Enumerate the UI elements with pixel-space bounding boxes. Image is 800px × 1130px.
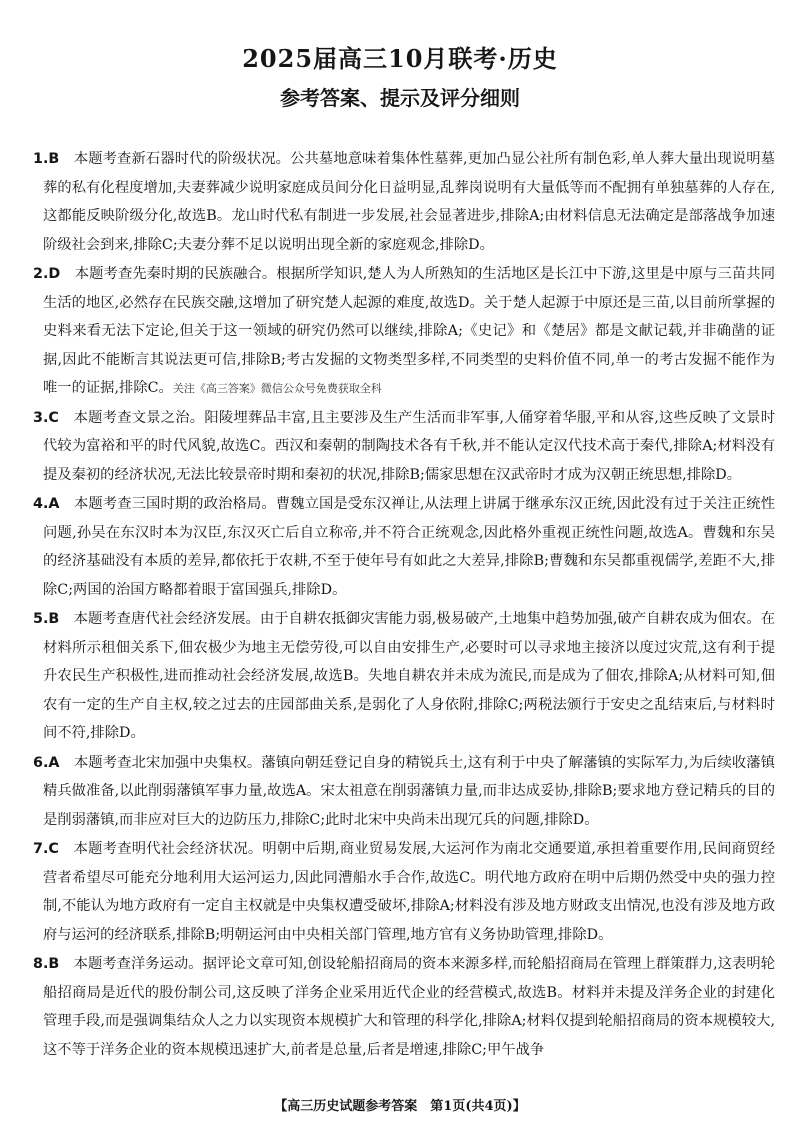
page-subtitle: 参考答案、提示及评分细则 [280,86,520,110]
page-title: 2025届高三10月联考·历史 [242,44,558,73]
answer-explanation: 本题考查先秦时期的民族融合。根据所学知识,楚人为人所熟知的生活地区是长江中下游,这里是中原与三苗共同生活的地区,必然存在民族交融,这增加了研究楚人起源的难度,故选D。关于楚人起源于中原还是三苗,以目前所掌握的史料来看无法下定论,但关于这一领域的研究仍然可以继续,排除A;《史记》和《楚居》都是文献记载,并非确凿的证据,因此不能断言其说法更可信,排除B;考古发掘的文物类型多样,不同类型的史料价值不同,单一的考古发掘不能作为唯一的证据,排除C。 [43,266,775,396]
answer-key: 7.C [33,841,59,857]
answer-key: 4.A [33,496,60,512]
answer-item-3 [33,404,775,491]
answer-explanation: 本题考查明代社会经济状况。明朝中后期,商业贸易发展,大运河作为南北交通要道,承担着重要作用,民间商贸经营者希望尽可能充分地利用大运河运力,因此同漕船水手合作,故选C。明代地方政府在明中后期仍然受中央的强力控制,不能认为地方政府有一定自主权就是中央集权遭受破坏,排除A;材料没有涉及地方财政支出情况,也没有涉及地方政府与运河的经济联系,排除B;明朝运河由中央相关部门管理,地方官有义务协助管理,排除D。 [43,841,775,943]
answer-explanation: 本题考查北宋加强中央集权。藩镇向朝廷登记自身的精锐兵士,这有利于中央了解藩镇的实际军力,为后续收藩镇精兵做准备,以此削弱藩镇军事力量,故选A。宋太祖意在削弱藩镇力量,而非达成妥协,排除B;要求地方登记精兵的目的是削弱藩镇,而非应对巨大的边防压力,排除C;此时北宋中央尚未出现冗兵的问题,排除D。 [43,754,775,828]
answer-key: 6.A [33,754,60,771]
answer-item-4 [33,490,775,605]
answer-key: 3.C [33,409,59,426]
answer-key: 1.B [33,151,60,167]
answer-key: 2.D [33,266,61,282]
answer-item-7 [33,835,775,950]
answer-item-1 [33,145,775,260]
answer-explanation: 本题考查洋务运动。据评论文章可知,创设轮船招商局的资本来源多样,而轮船招商局在管理上群策群力,这表明轮船招商局是近代的股份制公司,这反映了洋务企业采用近代企业的经营模式,故选B。材料并未提及洋务企业的封建化管理手段,而是强调集结众人之力以实现资本规模扩大和管理的科学化,排除A;材料仅提到轮船招商局的资本规模较大,这不等于洋务企业的资本规模迅速扩大,前者是总量,后者是增速,排除C;甲午战争 [43,956,775,1058]
answer-item-6 [33,749,775,836]
answer-explanation: 本题考查文景之治。阳陵埋葬品丰富,且主要涉及生产生活而非军事,人俑穿着华服,平和从容,这些反映了文景时代较为富裕和平的时代风貌,故选C。西汉和秦朝的制陶技术各有千秋,并不能认定汉代技术高于秦代,排除A;材料没有提及秦初的经济状况,无法比较景帝时期和秦初的状况,排除B;儒家思想在汉武帝时才成为汉朝正统思想,排除D。 [43,409,775,483]
answer-item-2 [33,260,775,404]
answer-item-8 [33,950,775,1065]
promo-note: 关注《高三答案》微信公众号免费获取全科 [172,382,382,395]
answer-item-5 [33,605,775,749]
answer-explanation: 本题考查新石器时代的阶级状况。公共墓地意味着集体性墓葬,更加凸显公社所有制色彩,单人葬大量出现说明墓葬的私有化程度增加,夫妻葬减少说明家庭成员间分化日益明显,乱葬岗说明有大量低等而不配拥有单独墓葬的人存在,这都能反映阶级分化,故选B。龙山时代私有制进一步发展,社会显著进步,排除A;由材料信息无法确定是部落战争加速阶级社会到来,排除C;夫妻分葬不足以说明出现全新的家庭观念,排除D。 [43,151,776,253]
answer-key: 8.B [33,956,60,972]
page-footer: 【高三历史试题参考答案 第1页(共4页)】 [274,1099,526,1114]
answer-list [33,145,775,1065]
answer-explanation: 本题考查唐代社会经济发展。由于自耕农抵御灾害能力弱,极易破产,土地集中趋势加强,破产自耕农成为佃农。在材料所示租佃关系下,佃农极少为地主无偿劳役,可以自由安排生产,必要时可以寻求地主接济以度过灾荒,这有利于提升农民生产积极性,进而推动社会经济发展,故选B。失地自耕农并未成为流民,而是成为了佃农,排除A;从材料可知,佃农有一定的生产自主权,较之过去的庄园部曲关系,是弱化了人身依附,排除C;两税法颁行于安史之乱结束后,与材料时间不符,排除D。 [43,611,775,741]
answer-key: 5.B [33,611,60,627]
answer-explanation: 本题考查三国时期的政治格局。曹魏立国是受东汉禅让,从法理上讲属于继承东汉正统,因此没有过于关注正统性问题,孙吴在东汉时本为汉臣,东汉灭亡后自立称帝,并不符合正统观念,因此格外重视正统性问题,故选A。曹魏和东吴的经济基础没有本质的差异,都依托于农耕,不至于使年号有如此之大差异,排除B;曹魏和东吴都重视儒学,差距不大,排除C;两国的治国方略都着眼于富国强兵,排除D。 [43,496,775,598]
